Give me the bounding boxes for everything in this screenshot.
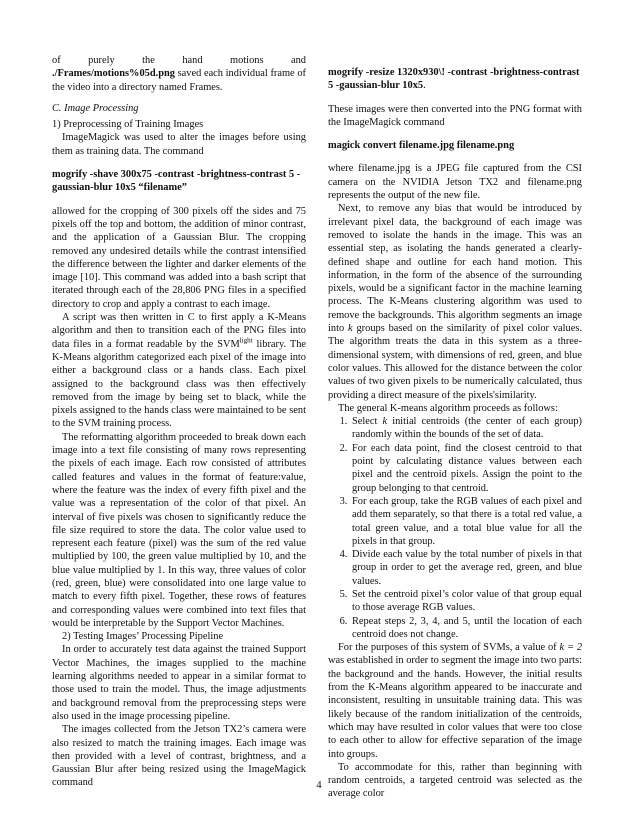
left-column bbox=[52, 54, 306, 790]
path-text: ./Frames/motions%05d.png bbox=[52, 68, 175, 80]
paragraph: A script was then written in C to first apply a K-Means algorithm and then to transition each of the PNG files into data files in a format readable by the $SVM^{light}$ library. The K-Means algorithm categorized each pixel of the image into either a background class or a hands class. Each pixel assigned to the background class was then effectively removed from the image by being set to black, while the pixels assigned to the hands class were maintained to be sent to the SVM training process. bbox=[52, 312, 306, 430]
list-item: 6. Repeat steps 2, 3, 4, and 5, until the location of each centroid does not change. bbox=[350, 615, 582, 642]
paragraph: These images were then converted into the PNG format with the ImageMagick command bbox=[328, 103, 582, 128]
paragraph: Next, to remove any bias that would be introduced by irrelevant pixel data, the background of each image was removed to isolate the hands in the image. This was an essential step, as isolating the hands generated a clearly-defined shape and outline for each hand motion. This information, in the form of the absence of the surrounding pixels, would be a significant factor in the machine learning process. The K-Means clustering algorithm was used to remove the backgrounds. This algorithm segments an image into k groups based on the similarity of pixel color values. The algorithm treats the data in this system as a three-dimensional system, with dimensions of red, green, and blue color values. This allowed for the distance between the color values of two given pixels to be numerically calculated, thus providing a direct measure of the pixels'similarity. bbox=[328, 203, 582, 401]
paragraph: In order to accurately test data against the trained Support Vector Machines, the images supplied to the machine learning algorithms needed to appear in a similar format to those used to train the model. Thus, the image adjustments and background removal from the preprocessing steps were also used in the image processing pipeline. bbox=[52, 644, 306, 722]
paragraph: of purely the hand motions and ./Frames/motions%05d.png saved each individual frame of the video into a directory named Frames. bbox=[52, 55, 306, 93]
list-item: 2. For each data point, find the closest centroid to that point by calculating distance values between each pixel and the centroid pixels. Assign the point to the group belonging to that centroid. bbox=[350, 442, 582, 495]
paragraph: The reformatting algorithm proceeded to break down each image into a text file consisting of many rows representing the pixels of each image. Each row consisted of attributes called features and values in the format of feature:value, where the feature was the index of every fifth pixel and the value was a representation of the color of that pixel. An interval of five pixels was chosen to significantly reduce the file size required to store the data. The color value used to represent each feature (pixel) was the sum of the red value multiplied by 100, the green value multiplied by 10, and the blue value multiplied by 1. In this way, three values of color (red, green, blue) were consolidated into one large value to match to every fifth pixel. Together, these rows of features and corresponding values were combined into text files that would be interpretable by the Support Vector Machines. bbox=[52, 431, 306, 629]
algorithm-steps bbox=[328, 415, 582, 641]
command-text: mogrify -shave 300x75 -contrast -brightness-contrast 5 -gaussian-blur 10x5 “filename” bbox=[52, 169, 301, 194]
paragraph: ImageMagick was used to alter the images before using them as training data. The command bbox=[52, 132, 306, 157]
command-text: magick convert filename.jpg filename.png bbox=[328, 140, 515, 152]
list-item: 1. Select k initial centroids (the center of each group) randomly within the bounds of the set of data. bbox=[350, 415, 582, 442]
subsection-heading: 1) Preprocessing of Training Images bbox=[52, 119, 204, 131]
section-heading: C. Image Processing bbox=[52, 102, 139, 114]
list-item: 3. For each group, take the RGB values of each pixel and add them separately, so that there is a total red value, a total green value, and a total blue value for all the pixels in that group. bbox=[350, 495, 582, 548]
command-text: mogrify -resize 1320x930\! -contrast -brightness-contrast 5 -gaussian-blur 10x5. bbox=[328, 67, 580, 92]
subsection-heading: 2) Testing Images’ Processing Pipeline bbox=[62, 631, 224, 643]
list-item: 5. Set the centroid pixel’s color value of that group equal to those average RGB values. bbox=[350, 588, 582, 615]
paragraph: The general K-means algorithm proceeds as follows: bbox=[338, 402, 558, 414]
list-item: 4. Divide each value by the total number of pixels in that group in order to get the average red, green, and blue values. bbox=[350, 548, 582, 588]
paragraph: To accommodate for this, rather than beginning with random centroids, a targeted centroid was selected as the average color bbox=[328, 761, 582, 800]
right-column bbox=[328, 54, 582, 801]
paragraph: allowed for the cropping of 300 pixels off the sides and 75 pixels off the top and bottom, the addition of minor contrast, and the application of a Gaussian Blur. The cropping removed any undesired details while the contrast intensified the difference between the lighter and darker elements of the image [10]. This command was added into a bash script that iterated through each of the 28,806 PNG files in a specified directory to crop and apply a contrast to each image. bbox=[52, 205, 306, 310]
paragraph: The images collected from the Jetson TX2’s camera were also resized to match the training images. Each image was then provided with a level of contrast, brightness, and a Gaussian Blur after being resized using the ImageMagick command bbox=[52, 724, 306, 789]
paragraph: For the purposes of this system of SVMs, a value of k = 2 was established in order to segment the image into two parts: the background and the hands. However, the initial results from the K-Means algorithm appeared to be inaccurate and inconsistent, resulting in unsuitable training data. This was likely because of the random initialization of the centroids, which may have resulted in color values that were too close to each other to allow for effective separation of the image into groups. bbox=[328, 642, 583, 760]
paragraph: where filename.jpg is a JPEG file captured from the CSI camera on the NVIDIA Jetson TX2 and filename.png represents the output of the new file. bbox=[328, 163, 582, 202]
page-number: 4 bbox=[316, 780, 322, 791]
